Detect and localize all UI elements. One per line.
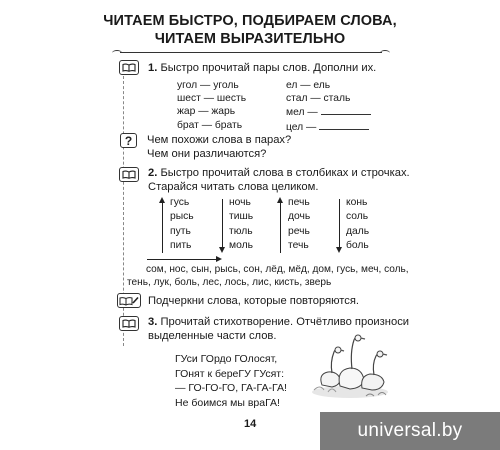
word-pair: стал — сталь <box>286 93 351 105</box>
word-pair: ел — ель <box>286 80 331 91</box>
answer-blank[interactable] <box>321 105 371 115</box>
book-icon <box>119 60 139 75</box>
page-title-line-1: ЧИТАЕМ БЫСТРО, ПОДБИРАЕМ СЛОВА, <box>103 13 397 29</box>
poem-line: ГУси ГОрдо ГОлосят, <box>175 353 278 365</box>
pencil-book-icon <box>117 293 141 308</box>
question-icon: ? <box>120 133 137 148</box>
word-column-1: гусь рысь путь пить <box>170 197 194 251</box>
word-row-1: сом, нос, сын, рысь, сон, лёд, мёд, дом, гусь, меч, соль, <box>146 264 409 275</box>
word-pair: угол — уголь <box>177 80 239 91</box>
task-1-left-column <box>177 79 246 132</box>
arrow-up-icon <box>159 197 165 203</box>
task-3-number: 3. <box>148 316 158 328</box>
poem-line: — ГО-ГО-ГО, ГА-ГА-ГА! <box>175 382 287 394</box>
task-1-right-column <box>286 79 371 134</box>
word-column-2: ночь тишь тюль моль <box>229 197 254 251</box>
word-pair-with-blank: цел — <box>286 120 371 134</box>
arrow-down-icon <box>336 247 342 253</box>
arrow-up-line <box>162 201 163 253</box>
poem-line: ГОнят к береГУ ГУсят: <box>175 367 284 380</box>
underline-instruction: Подчеркни слова, которые повторяются. <box>148 295 360 307</box>
geese-illustration <box>310 330 392 400</box>
word-column-4: конь соль даль боль <box>346 197 370 251</box>
arrow-down-line <box>339 199 340 249</box>
word-row-2: тень, лук, боль, лес, лось, лис, кисть, зверь <box>127 277 332 288</box>
word-pair: брат — брать <box>177 119 243 131</box>
arrow-up-line <box>280 201 281 253</box>
book-icon <box>119 167 139 182</box>
task-1-text: Быстро прочитай пары слов. Дополни их. <box>160 62 377 74</box>
poem <box>175 352 287 410</box>
arrow-up-icon <box>277 197 283 203</box>
question-text: Чем похожи слова в парах? Чем они различаются? <box>147 134 292 160</box>
watermark-label: universal.by <box>320 412 500 450</box>
arrow-down-icon <box>219 247 225 253</box>
poem-line: Не боимся мы враГА! <box>175 396 280 409</box>
task-3-instruction: 3. Прочитай стихотворение. Отчётливо произноси выделенные части слов. <box>148 316 410 342</box>
task-2-instruction: 2. Быстро прочитай слова в столбиках и строчках. Старайся читать слова целиком. <box>148 167 410 193</box>
task-1-instruction <box>148 61 376 75</box>
page-title-line-2: ЧИТАЕМ ВЫРАЗИТЕЛЬНО <box>154 31 346 47</box>
book-icon <box>119 316 139 331</box>
answer-blank[interactable] <box>319 120 369 130</box>
arrow-right-line <box>147 259 217 260</box>
task-1-number: 1. <box>148 62 158 74</box>
task-2-number: 2. <box>148 167 158 179</box>
title-underline <box>120 52 382 53</box>
word-pair-with-blank: мел — <box>286 105 371 119</box>
word-pair: жар — жарь <box>177 106 236 118</box>
word-pair: шест — шесть <box>177 93 247 105</box>
page-number: 14 <box>244 418 257 430</box>
arrow-down-line <box>222 199 223 249</box>
word-column-3: печь дочь речь течь <box>288 197 311 251</box>
arrow-right-icon <box>216 256 222 262</box>
